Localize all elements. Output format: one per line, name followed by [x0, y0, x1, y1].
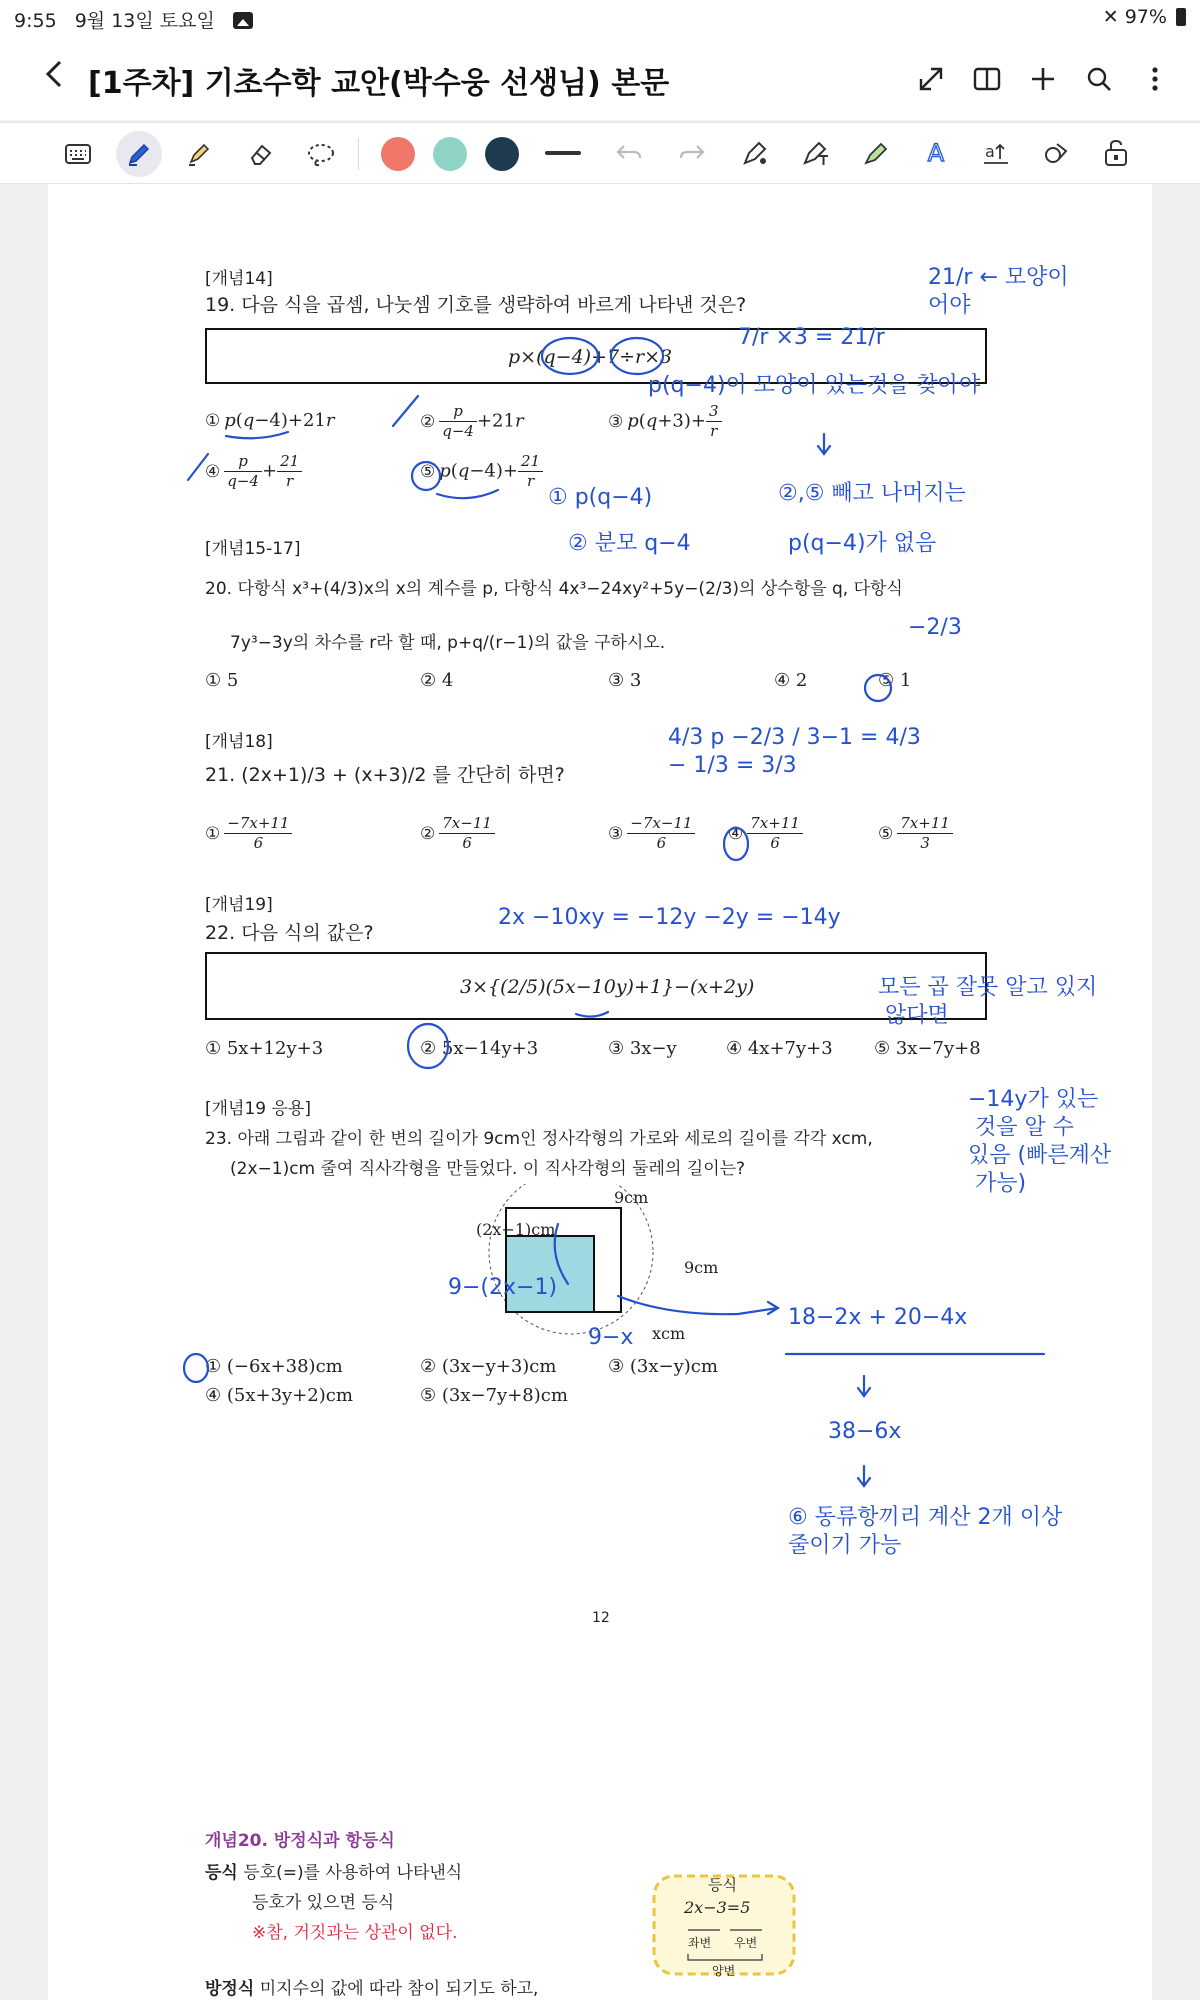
hw-note-2: 7/r ×3 = 21/r	[738, 325, 885, 350]
q19-question: 19. 다음 식을 곱셈, 나눗셈 기호를 생략하여 바르게 나타낸 것은?	[205, 294, 747, 316]
text-pen-icon[interactable]	[793, 130, 839, 176]
concept20-note: ※참, 거짓과는 상관이 없다.	[252, 1923, 458, 1943]
title-bar	[0, 36, 1200, 120]
marker-icon[interactable]	[853, 130, 899, 176]
svg-text:a: a	[985, 142, 995, 161]
concept20-term-equation: 방정식	[205, 1979, 255, 1999]
q20-option-5[interactable]: ⑤ 1	[878, 670, 912, 691]
shape-pen-icon[interactable]	[733, 130, 779, 176]
drawing-toolbar	[0, 122, 1200, 184]
hw-note-14: 9−x	[588, 1325, 634, 1350]
search-icon[interactable]	[1076, 56, 1122, 102]
hw-note-8: −2/3	[908, 615, 962, 640]
status-bar	[0, 0, 1200, 36]
eraser-icon[interactable]	[237, 131, 283, 177]
status-time: 9:55	[14, 10, 57, 32]
q19-expression: p×(q−4)+7÷r×3	[508, 346, 673, 368]
q21-option-4[interactable]: ④ $\frac{7x+11}{6}$	[728, 814, 803, 853]
color-navy-swatch[interactable]	[485, 137, 519, 171]
q20-tag: [개념15-17]	[205, 539, 301, 559]
q21-question: 21. (2x+1)/3 + (x+3)/2 를 간단히 하면?	[205, 764, 565, 786]
hw-note-11: 모든 곱 잘못 알고 있지 않다면	[878, 975, 1098, 1028]
hw-note-4: ②,⑤ 빼고 나머지는	[778, 481, 966, 506]
q22-option-5[interactable]: ⑤ 3x−7y+8	[874, 1038, 981, 1059]
expand-icon[interactable]	[908, 56, 954, 102]
q22-option-1[interactable]: ① 5x+12y+3	[205, 1038, 324, 1059]
concept20-title: 개념20. 방정식과 항등식	[205, 1831, 395, 1851]
q21-option-1[interactable]: ① $\frac{-7x+11}{6}$	[205, 814, 292, 853]
q23-question-cont: (2x−1)cm 줄여 직사각형을 만들었다. 이 직사각형의 둘레의 길이는?	[230, 1159, 746, 1179]
lasso-icon[interactable]	[298, 131, 344, 177]
hw-note-13: 9−(2x−1)	[448, 1275, 558, 1300]
battery-icon	[1176, 8, 1186, 26]
q21-tag: [개념18]	[205, 732, 273, 752]
concept20-def-equation: 미지수의 값에 따라 참이 되기도 하고,	[259, 1979, 539, 1999]
q23-label-bottom: xcm	[652, 1324, 686, 1343]
hw-note-15: 18−2x + 20−4x	[788, 1305, 968, 1330]
q20-option-4[interactable]: ④ 2	[774, 670, 808, 691]
q23-question: 23. 아래 그림과 같이 한 변의 길이가 9cm인 정사각형의 가로와 세로의 길이를 각각 xcm,	[205, 1129, 873, 1149]
q22-question: 22. 다음 식의 값은?	[205, 922, 374, 944]
q19-option-2[interactable]: ② $\frac{p}{q-4}$ +21r	[420, 402, 524, 440]
color-coral-swatch[interactable]	[381, 137, 415, 171]
q20-question: 20. 다항식 x³+(4/3)x의 x의 계수를 p, 다항식 4x³−24xy²+5y−(2/3)의 상수항을 q, 다항식	[205, 579, 903, 599]
q19-option-4[interactable]: ④ $\frac{p}{q-4}$ + $\frac{21}{r}$	[205, 452, 302, 491]
redo-icon[interactable]	[669, 130, 715, 176]
hw-note-1: 21/r ← 모양이 어야	[928, 265, 1069, 318]
q20-option-2[interactable]: ② 4	[420, 670, 454, 691]
q23-label-top: 9cm	[614, 1188, 649, 1207]
q19-option-5[interactable]: ⑤ p(q−4)+ $\frac{21}{r}$	[420, 452, 543, 491]
color-mint-swatch[interactable]	[433, 137, 467, 171]
concept20-box-equation: 2x−3=5	[684, 1898, 751, 1917]
pen-icon[interactable]	[116, 131, 162, 177]
hw-note-5: ① p(q−4)	[548, 485, 653, 510]
concept20-line4	[205, 1974, 538, 1999]
document-title: [1주차] 기초수학 교안(박수웅 선생님) 본문	[88, 66, 670, 101]
concept20-line1	[205, 1858, 462, 1883]
q20-question-cont: 7y³−3y의 차수를 r라 할 때, p+q/(r−1)의 값을 구하시오.	[230, 633, 666, 653]
add-icon[interactable]	[1020, 56, 1066, 102]
concept20-term-equality: 등식	[205, 1863, 238, 1883]
undo-icon[interactable]	[606, 130, 652, 176]
hw-note-6: ② 분모 q−4	[568, 531, 691, 556]
q23-option-3[interactable]: ③ (3x−y)cm	[608, 1356, 718, 1377]
document-page[interactable]	[48, 184, 1152, 2000]
shapes-icon[interactable]	[1033, 130, 1079, 176]
gallery-icon	[233, 12, 253, 29]
q20-option-3[interactable]: ③ 3	[608, 670, 642, 691]
hw-note-12: −14y가 있는 것을 알 수 있음 (빠른계산 가능)	[968, 1087, 1112, 1196]
battery-level: 97%	[1124, 6, 1167, 28]
hw-note-7: p(q−4)가 없음	[788, 531, 937, 556]
highlighter-icon[interactable]	[176, 131, 222, 177]
more-options-icon[interactable]	[1132, 56, 1178, 102]
q20-option-1[interactable]: ① 5	[205, 670, 239, 691]
q23-option-2[interactable]: ② (3x−y+3)cm	[420, 1356, 557, 1377]
q22-option-3[interactable]: ③ 3x−y	[608, 1038, 677, 1059]
concept20-def-equality: 등호(=)를 사용하여 나타낸식	[243, 1863, 463, 1883]
status-date: 9월 13일 토요일	[74, 10, 215, 32]
q23-option-5[interactable]: ⑤ (3x−7y+8)cm	[420, 1385, 568, 1406]
q23-label-left: (2x−1)cm	[476, 1220, 556, 1239]
q23-tag: [개념19 응용]	[205, 1099, 311, 1119]
q19-option-3[interactable]: ③ p(q+3)+ $\frac{3}{r}$	[608, 402, 722, 441]
line-weight-icon[interactable]	[540, 130, 586, 176]
mute-icon: ✕	[1102, 6, 1119, 28]
q21-option-3[interactable]: ③ $\frac{-7x-11}{6}$	[608, 814, 695, 853]
q22-option-4[interactable]: ④ 4x+7y+3	[726, 1038, 833, 1059]
ai-icon[interactable]	[913, 130, 959, 176]
concept20-line2: 등호가 있으면 등식	[252, 1893, 395, 1913]
back-button[interactable]	[34, 58, 74, 98]
concept20-box-title: 등식	[708, 1876, 737, 1894]
toolbar-divider	[358, 138, 359, 170]
page-number: 12	[592, 1610, 610, 1626]
concept20-box-right: 우변	[734, 1936, 758, 1950]
q23-option-4[interactable]: ④ (5x+3y+2)cm	[205, 1385, 353, 1406]
book-view-icon[interactable]	[964, 56, 1010, 102]
hw-note-3: p(q−4)이 모양이 있는것을 찾아야	[648, 373, 981, 398]
q22-expression: 3×{(2/5)(5x−10y)+1}−(x+2y)	[460, 976, 755, 998]
hw-note-16: 38−6x	[828, 1419, 902, 1444]
svg-text:A: A	[927, 139, 945, 167]
hw-note-9: 4/3 p −2/3 / 3−1 = 4/3 − 1/3 = 3/3	[668, 725, 928, 778]
keyboard-icon[interactable]	[55, 131, 101, 177]
q21-option-5[interactable]: ⑤ $\frac{7x+11}{3}$	[878, 814, 953, 853]
q22-tag: [개념19]	[205, 895, 273, 915]
text-recognition-icon[interactable]	[973, 130, 1019, 176]
q22-option-2[interactable]: ② 5x−14y+3	[420, 1038, 539, 1059]
q23-option-1[interactable]: ① (−6x+38)cm	[205, 1356, 343, 1377]
q23-label-right: 9cm	[684, 1258, 719, 1277]
hw-note-17: ⑥ 동류항끼리 계산 2개 이상 줄이기 가능	[788, 1505, 1070, 1558]
q21-option-2[interactable]: ② $\frac{7x-11}{6}$	[420, 814, 495, 853]
hw-note-10: 2x −10xy = −12y −2y = −14y	[498, 905, 841, 930]
lock-icon[interactable]	[1093, 130, 1139, 176]
concept20-box-left: 좌변	[688, 1936, 712, 1950]
q19-tag: [개념14]	[205, 269, 273, 289]
concept20-box-both: 양변	[712, 1964, 736, 1978]
q19-option-1[interactable]: ① p(q−4)+21r	[205, 410, 335, 431]
